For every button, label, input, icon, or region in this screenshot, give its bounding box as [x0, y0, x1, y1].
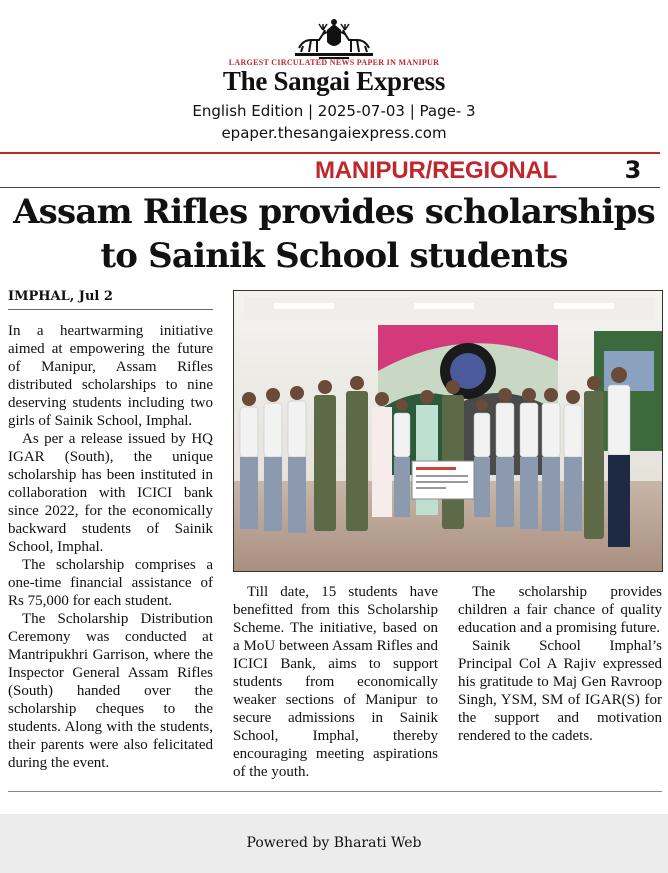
- edition-info: [0, 100, 668, 144]
- article-column-3: [458, 583, 662, 745]
- paragraph: Till date, 15 students have benefitted from this Scholarship Scheme. The initiative, based on a MoU between Assam Rifles and ICICI Bank, aims to support students from economically weaker sections of Manipur to secure admissions in Sainik School, Imphal, thereby encouraging meeting aspirations of the youth.: [233, 584, 438, 780]
- article-headline: [0, 190, 668, 278]
- headline-line-1: Assam Rifles provides scholarships: [13, 192, 655, 232]
- section-page-number: 3: [624, 156, 642, 184]
- edition-line: English Edition | 2025-07-03 | Page- 3: [192, 102, 476, 120]
- paper-name: The Sangai Express: [222, 66, 446, 96]
- paragraph: The scholarship provides children a fair chance of quality education and a promising future.: [458, 584, 662, 636]
- tagline: LARGEST CIRCULATED NEWS PAPER IN MANIPUR: [228, 58, 440, 67]
- section-rule-top: [0, 152, 660, 154]
- article-bottom-rule: [8, 791, 662, 792]
- photo-illustration: [234, 291, 663, 572]
- paragraph: Sainik School Imphal’s Principal Col A Rajiv expressed his gratitude to Maj Gen Ravroop Singh, YSM, SM of IGAR(S) for the support and motivation rendered to the cadets.: [458, 638, 662, 744]
- section-header: [315, 156, 660, 186]
- masthead: [0, 18, 668, 95]
- footer-powered-by[interactable]: Powered by Bharati Web: [246, 835, 422, 851]
- paragraph: As per a release issued by HQ IGAR (South), the unique scholarship has been instituted in collaboration with ICICI bank since 2022, for the economically backward students of Sainik School, Imphal.: [8, 431, 213, 555]
- paragraph: In a heartwarming initiative aimed at empowering the future of Manipur, Assam Rifles distributed scholarships to nine deserving students including two girls of Sainik School, Imphal.: [8, 323, 213, 429]
- paragraph: The Scholarship Distribution Ceremony was conducted at Mantripukhri Garrison, where the Inspector General Assam Rifles (South) handed over the scholarship cheques to the students. Along with the students, their parents were also felicitated during the event.: [8, 611, 213, 771]
- article-column-2: [233, 583, 438, 781]
- headline-line-2: to Sainik School students: [100, 236, 568, 276]
- section-rule-bottom: [0, 187, 660, 188]
- section-title: MANIPUR/REGIONAL: [315, 157, 558, 184]
- article-column-1: [8, 322, 213, 772]
- edition-url[interactable]: epaper.thesangaiexpress.com: [221, 124, 447, 142]
- paragraph: The scholarship comprises a one-time financial assistance of Rs 75,000 for each student.: [8, 557, 213, 609]
- footer: [0, 814, 668, 873]
- article-photo: [233, 290, 663, 572]
- deer-emblem-icon: [289, 18, 379, 62]
- dateline: IMPHAL, Jul 2: [8, 289, 213, 310]
